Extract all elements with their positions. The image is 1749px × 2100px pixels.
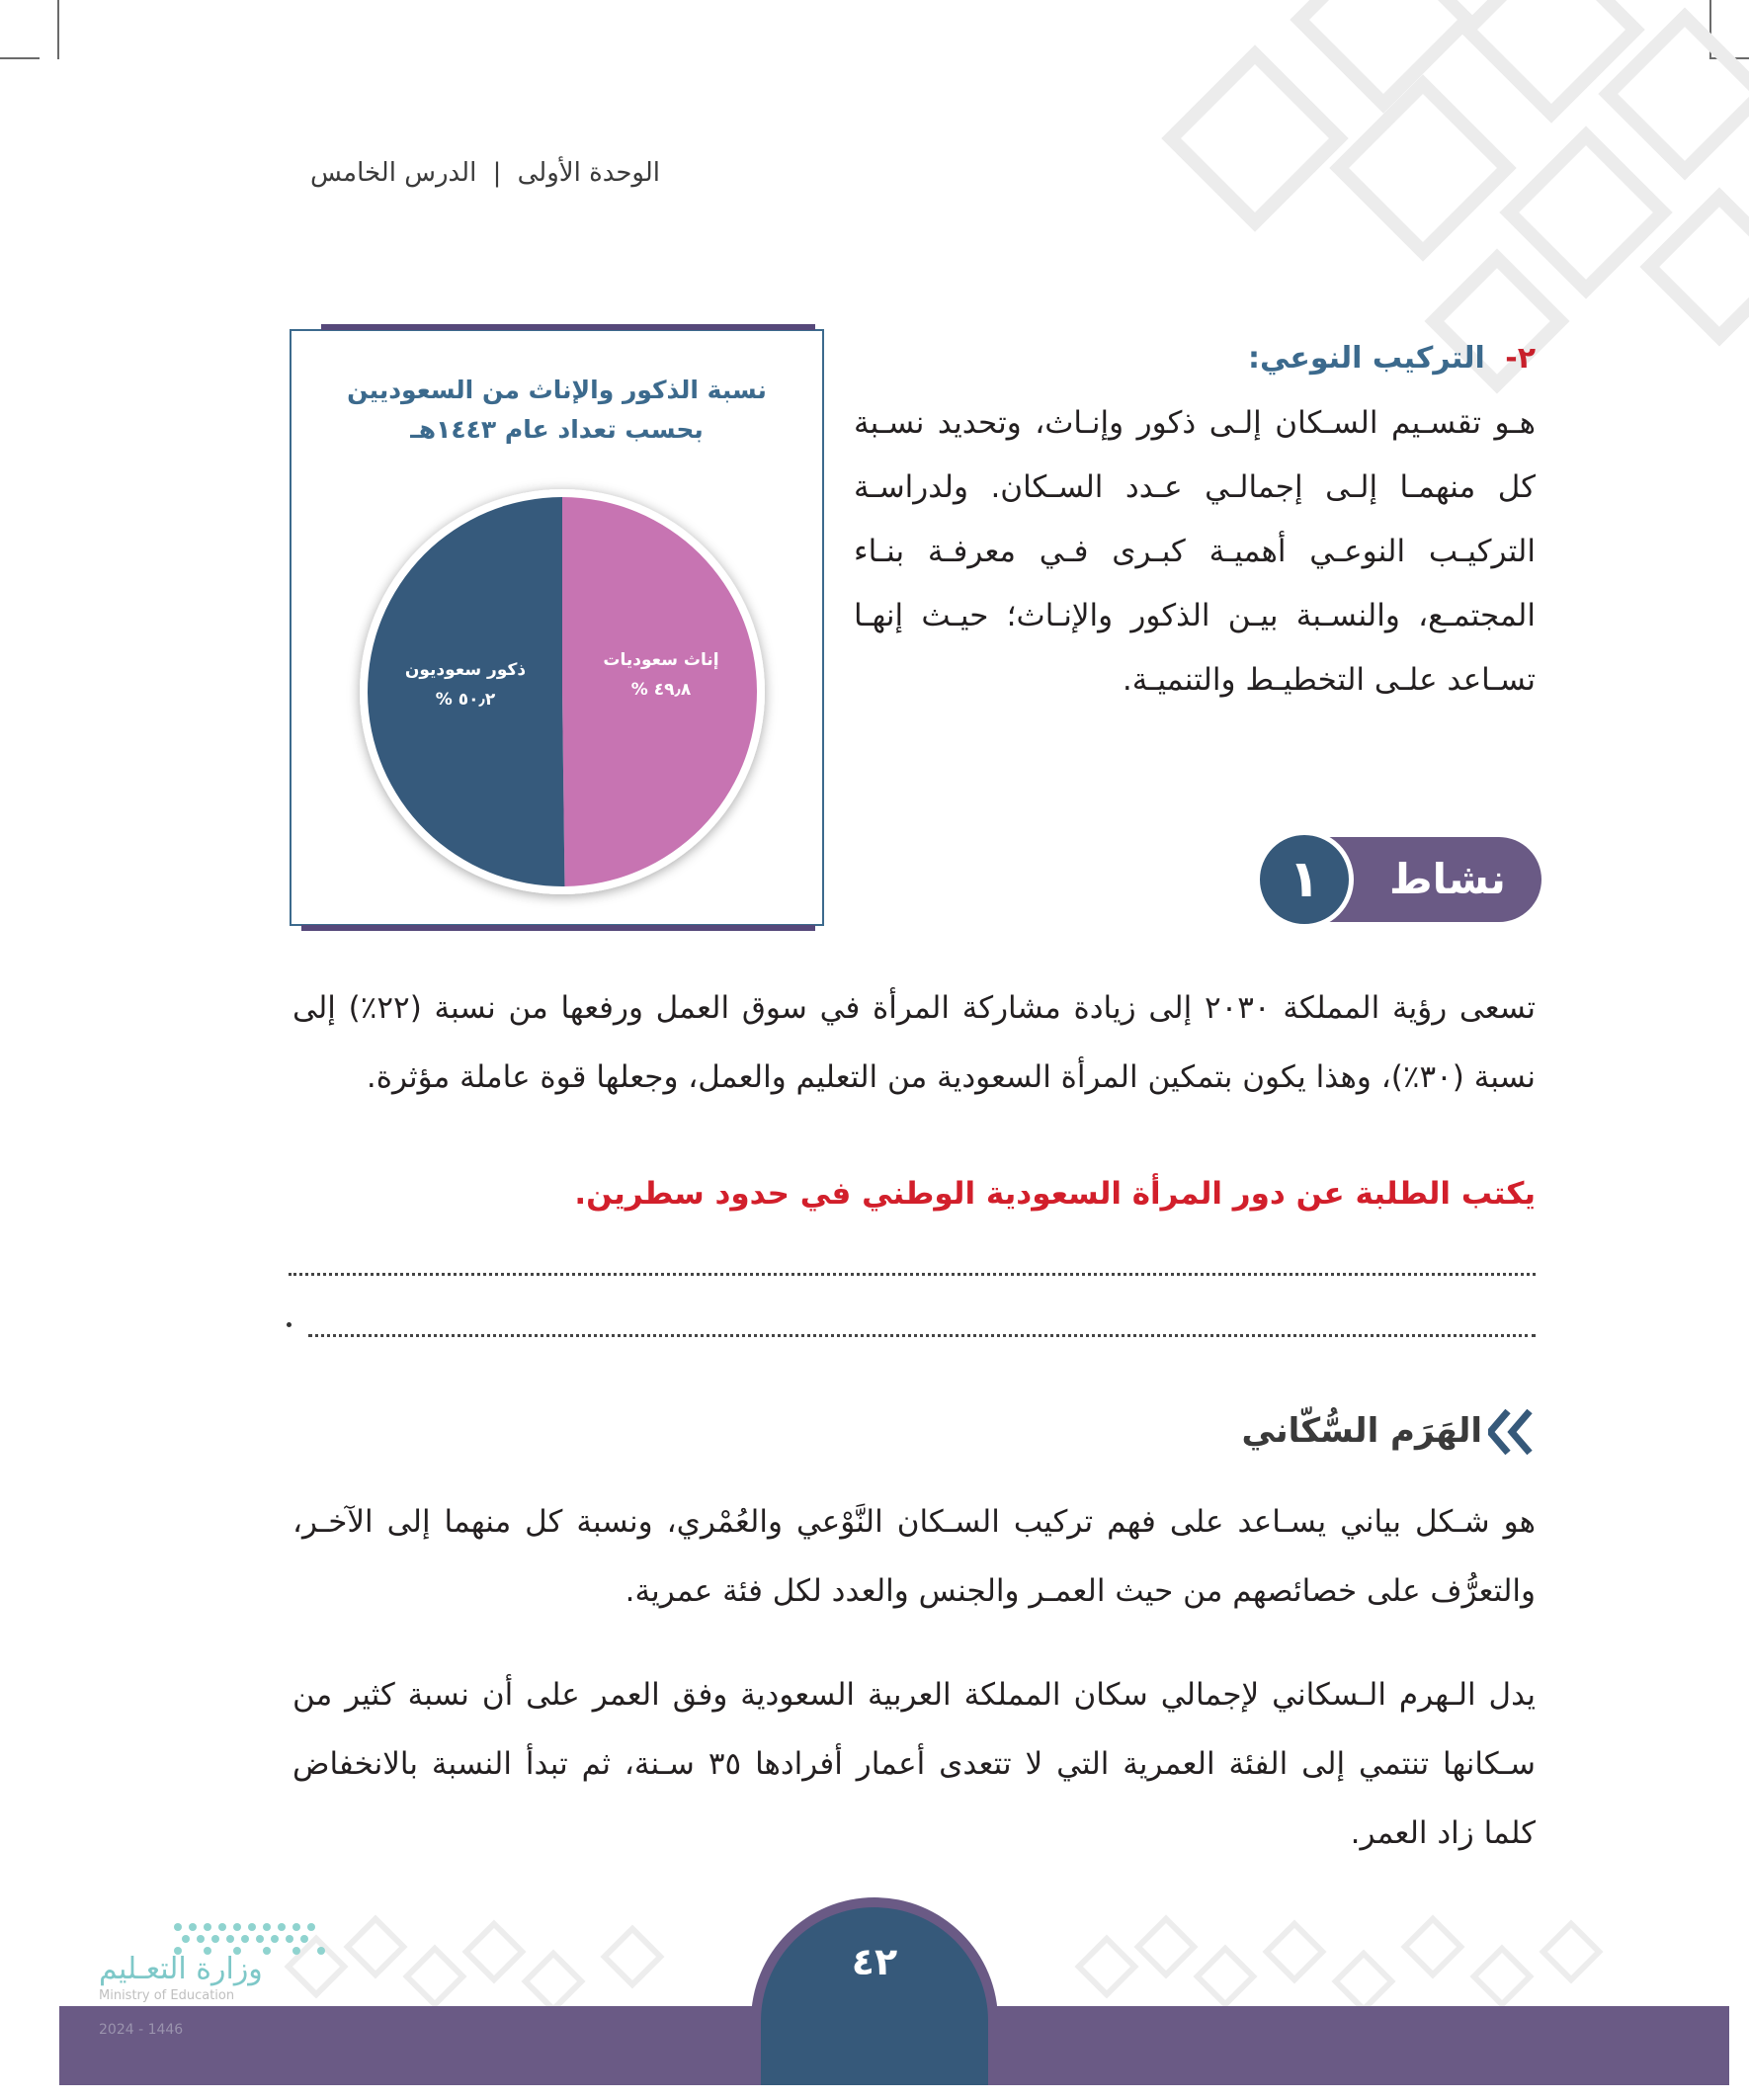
chart-title-line1: نسبة الذكور والإناث من السعوديين: [347, 376, 767, 404]
chart-bottom-bar: [301, 925, 815, 931]
female-slice-value: ٤٩٫٨ %: [630, 680, 692, 700]
activity-instruction: يكتب الطلبة عن دور المرأة السعودية الوطني في حدود سطرين.: [574, 1176, 1536, 1212]
page-number: ٤٢: [851, 1940, 898, 1983]
bullet-dot: [287, 1322, 292, 1327]
pyramid-paragraph-2: يدل الـهرم الـسكاني لإجمالي سكان المملكة العربية السعودية وفق العمر على أن نسبة كثير من سـكانها تنتمي إلى الفئة العمرية التي لا تتعدى أعمار أفرادها ٣٥ سـنة، ثم تبدأ النسبة بالانخفاض كلما زاد العمر.: [292, 1677, 1536, 1851]
crop-mark: [57, 0, 59, 59]
unit-title: الوحدة الأولى: [517, 158, 660, 188]
running-header: [310, 158, 660, 188]
double-chevron-icon: [1488, 1407, 1534, 1457]
lesson-title: الدرس الخامس: [310, 158, 477, 188]
chart-top-bar: [321, 324, 815, 330]
pyramid-paragraph-1: هو شـكل بياني يسـاعد على فهم تركيب السـكان النَّوْعي والعُمْري، ونسبة كل منهما إلى الآخـر، والتعرُّف على خصائصهم من حيث العمـر والجنس والعدد لكل فئة عمرية.: [292, 1504, 1536, 1609]
activity-label: نشاط: [1389, 855, 1506, 903]
male-slice-value: ٥٠٫٢ %: [435, 690, 496, 710]
activity-badge: [1255, 830, 1541, 929]
answer-line-1[interactable]: [289, 1273, 1536, 1276]
ministry-name: وزارة التعـليم: [99, 1952, 263, 1986]
page-number-tab: [751, 1897, 998, 2085]
section-body: هـو تقسـيم السـكان إلـى ذكور وإنـاث، وتحديد نسـبة كل منهمـا إلـى إجمالـي عـدد السـكان. ولدراسـة التركيـب النوعـي أهميـة كبـرى فـي معرفـة بنـاء المجتمـع، والنسـبة بيـن الذكور والإنـاث؛ حيـث إنهـا تسـاعد علـى التخطيـط والتنميـة.: [854, 405, 1536, 698]
answer-line-2[interactable]: [308, 1334, 1536, 1337]
crop-mark: [0, 57, 40, 59]
edition-year: 2024 - 1446: [99, 2022, 184, 2038]
pie-svg: [292, 331, 822, 924]
female-slice-label: إناث سعوديات: [603, 650, 719, 670]
section-title: التركيب النوعي:: [1247, 341, 1485, 376]
section-heading: [1248, 341, 1536, 376]
ministry-name-en: Ministry of Education: [99, 1988, 235, 2003]
header-separator: |: [492, 158, 502, 188]
activity-text: تسعى رؤية المملكة ٢٠٣٠ إلى زيادة مشاركة المرأة في سوق العمل ورفعها من نسبة (٢٢٪) إلى نسبة (٣٠٪)، وهذا يكون بتمكين المرأة السعودية من التعليم والعمل، وجعلها قوة عاملة مؤثرة.: [292, 990, 1536, 1095]
male-slice-label: ذكور سعوديون: [404, 660, 527, 680]
activity-number: ١: [1289, 850, 1320, 909]
chart-title-line2: بحسب تعداد عام ١٤٤٣هـ: [410, 415, 704, 444]
section-number: ٢-: [1505, 341, 1536, 376]
gender-pie-chart: [290, 329, 824, 926]
pyramid-heading: الهَرَم السُّكّاني: [1241, 1411, 1482, 1451]
